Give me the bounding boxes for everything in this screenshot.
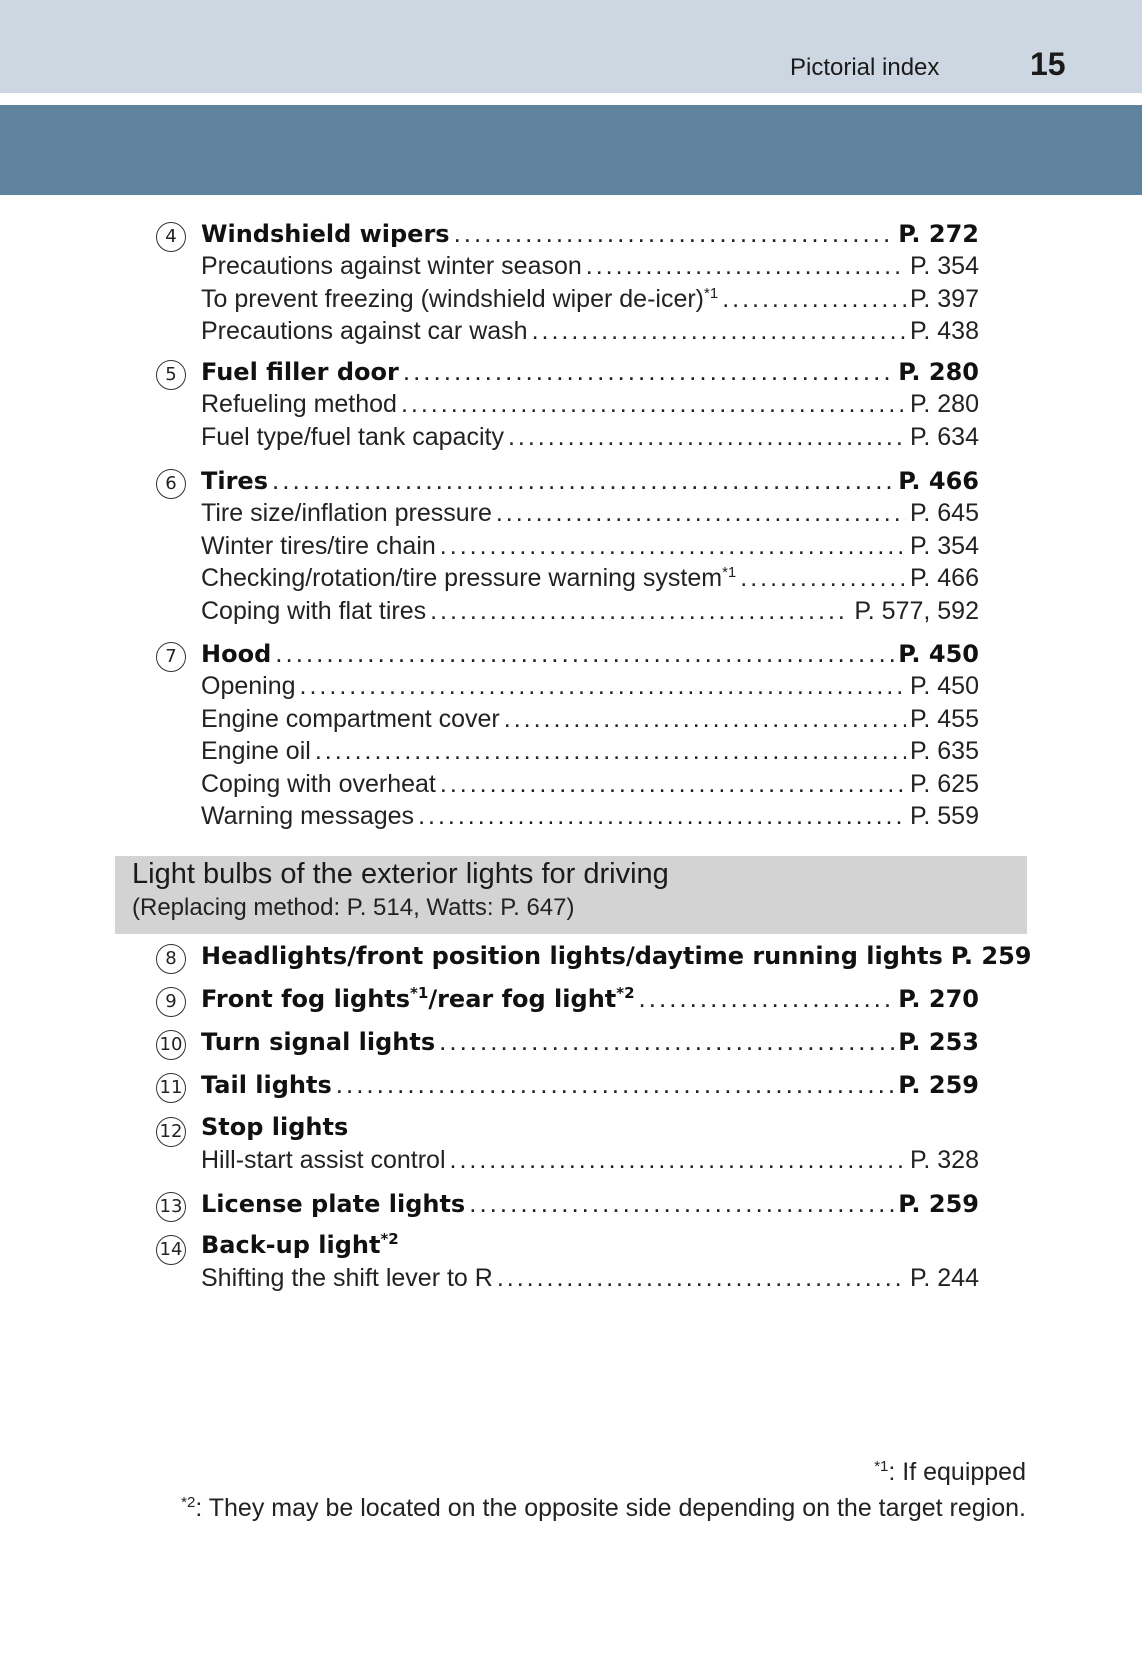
entry-sub-row <box>201 499 979 528</box>
entry-label: Coping with flat tires <box>201 596 427 625</box>
entry-label: Coping with overheat <box>201 769 436 798</box>
page-reference: P. 645 <box>909 499 979 527</box>
page-reference: P. 259 <box>950 942 1032 970</box>
header-background <box>0 0 1142 93</box>
dot-leader <box>454 218 895 249</box>
entry-sub-row <box>201 705 979 734</box>
dot-leader <box>496 499 906 528</box>
entry-label: Tires <box>201 467 268 495</box>
item-number-badge: 11 <box>156 1073 186 1103</box>
entry-title-row <box>201 465 979 496</box>
dot-leader <box>508 423 906 452</box>
entry-label: Fuel filler door <box>201 358 399 386</box>
entry-sub-row <box>201 770 979 799</box>
entry-label: Tail lights <box>201 1071 332 1099</box>
entry-label: Shifting the shift lever to R <box>201 1264 493 1292</box>
dot-leader <box>497 1264 906 1293</box>
item-number-badge: 14 <box>156 1235 186 1265</box>
entry-title-row <box>201 940 1032 971</box>
entry-title-row <box>201 218 979 249</box>
footnote-mark: *1 <box>722 564 737 581</box>
dot-leader <box>418 802 906 831</box>
entry-label: Tire size/inflation pressure <box>201 499 492 527</box>
page-reference: P. 455 <box>909 704 979 733</box>
entry-sub-row <box>201 285 979 314</box>
item-number-badge: 9 <box>156 987 186 1017</box>
page-reference: P. 450 <box>898 640 979 668</box>
item-number-badge: 10 <box>156 1030 186 1060</box>
dot-leader <box>272 465 894 496</box>
entry-sub-row <box>201 390 979 419</box>
dot-leader <box>450 1146 906 1175</box>
entry-label: Stop lights <box>201 1113 349 1141</box>
entry-label: Headlights/front position lights/daytime running lights <box>201 942 943 970</box>
footnote-1 <box>874 1458 1026 1487</box>
dot-leader <box>336 1069 894 1100</box>
page-reference: P. 634 <box>909 422 979 451</box>
entry-label: Turn signal lights <box>201 1028 436 1056</box>
page-reference: P. 354 <box>909 252 979 280</box>
item-number-badge: 5 <box>156 360 186 390</box>
lights-section-subtitle: (Replacing method: P. 514, Watts: P. 647) <box>132 894 575 921</box>
page-reference: P. 354 <box>909 531 979 560</box>
section-title: Pictorial index <box>790 54 940 81</box>
page-reference: P. 244 <box>909 1264 979 1292</box>
footnote-mark: *2 <box>616 984 635 1002</box>
dot-leader <box>275 638 894 669</box>
dot-leader <box>439 1026 894 1057</box>
page-reference: P. 438 <box>909 317 979 345</box>
entry-sub-row <box>201 672 979 701</box>
dot-leader <box>430 597 850 626</box>
entry-label: Hill-start assist control <box>201 1146 446 1174</box>
entry-sub-row <box>201 802 979 831</box>
footnote-1-text: : If equipped <box>888 1458 1026 1486</box>
item-number-badge: 7 <box>156 642 186 672</box>
entry-label: Opening <box>201 672 296 700</box>
entry-label: Fuel type/fuel tank capacity <box>201 422 504 451</box>
page-reference: P. 253 <box>898 1028 979 1056</box>
entry-label: Engine oil <box>201 737 311 765</box>
dot-leader <box>586 252 906 281</box>
footnote-2-text: : They may be located on the opposite side depending on the target region. <box>195 1494 1026 1522</box>
dot-leader <box>504 705 906 734</box>
dot-leader <box>300 672 906 701</box>
page-reference: P. 259 <box>898 1071 979 1099</box>
entry-label: Warning messages <box>201 802 415 830</box>
page-reference: P. 635 <box>909 737 979 765</box>
page-reference: P. 328 <box>909 1146 979 1174</box>
entry-label: Winter tires/tire chain <box>201 531 436 560</box>
entry-title-row <box>201 1113 979 1141</box>
entry-title-row <box>201 1026 979 1057</box>
page-reference: P. 466 <box>898 467 979 495</box>
dot-leader <box>740 564 906 593</box>
entry-label: To prevent freezing (windshield wiper de-icer)$^{*1}$ <box>201 284 719 313</box>
dot-leader <box>639 983 895 1014</box>
entry-sub-row <box>201 564 979 593</box>
footnote-1-mark: *1 <box>874 1458 889 1475</box>
dot-leader <box>440 770 906 799</box>
entry-label: Back-up light$^{*2}$ <box>201 1230 399 1259</box>
footnote-2 <box>181 1494 1026 1523</box>
page-reference: P. 450 <box>909 672 979 700</box>
page-reference: P. 280 <box>898 358 979 386</box>
entry-label: License plate lights <box>201 1190 466 1218</box>
dot-leader <box>532 317 906 346</box>
entry-label: Checking/rotation/tire pressure warning system$^{*1}$ <box>201 564 737 592</box>
dot-leader <box>403 356 894 387</box>
entry-label: Precautions against winter season <box>201 252 582 280</box>
page-reference: P. 577, 592 <box>854 596 979 625</box>
entry-label: Refueling method <box>201 390 397 418</box>
entry-sub-row <box>201 252 979 281</box>
entry-sub-row <box>201 1264 979 1293</box>
item-number-badge: 13 <box>156 1192 186 1222</box>
entry-sub-row <box>201 1146 979 1175</box>
item-number-badge: 12 <box>156 1117 186 1147</box>
page-reference: P. 259 <box>898 1190 979 1218</box>
entry-title-row <box>201 638 979 669</box>
dot-leader <box>469 1188 894 1219</box>
entry-title-row <box>201 356 979 387</box>
page-reference: P. 272 <box>898 220 979 248</box>
page-reference: P. 625 <box>909 769 979 798</box>
item-number-badge: 6 <box>156 469 186 499</box>
footnote-mark: *1 <box>704 284 719 302</box>
entry-title-row <box>201 983 979 1014</box>
entry-sub-row <box>201 597 979 626</box>
entry-title-row <box>201 1231 979 1259</box>
dot-leader <box>440 532 906 561</box>
entry-title-row <box>201 1188 979 1219</box>
entry-label: Windshield wipers <box>201 220 450 248</box>
footnote-mark: *1 <box>410 984 429 1002</box>
dot-leader <box>315 737 906 766</box>
header-divider <box>0 93 1142 105</box>
entry-sub-row <box>201 737 979 766</box>
dot-leader <box>401 390 906 419</box>
header-color-band <box>0 105 1142 195</box>
footnote-mark: *2 <box>380 1230 399 1248</box>
page-reference: P. 559 <box>909 802 979 830</box>
entry-label: Precautions against car wash <box>201 317 528 345</box>
page-reference: P. 397 <box>909 284 979 313</box>
footnote-2-mark: *2 <box>181 1494 196 1511</box>
dot-leader <box>722 285 906 314</box>
entry-label: Hood <box>201 640 272 668</box>
item-number-badge: 4 <box>156 222 186 252</box>
page-reference: P. 270 <box>898 985 979 1013</box>
entry-sub-row <box>201 423 979 452</box>
entry-sub-row <box>201 532 979 561</box>
item-number-badge: 8 <box>156 944 186 974</box>
entry-label: Engine compartment cover <box>201 704 500 733</box>
lights-section-title: Light bulbs of the exterior lights for driving <box>132 858 669 890</box>
entry-sub-row <box>201 317 979 346</box>
page-reference: P. 280 <box>909 390 979 418</box>
entry-title-row <box>201 1069 979 1100</box>
page-number: 15 <box>1030 46 1066 82</box>
entry-label: Front fog lights$^{*1}$/rear fog light$^{*2}$ <box>201 984 635 1013</box>
page-reference: P. 466 <box>909 564 979 592</box>
